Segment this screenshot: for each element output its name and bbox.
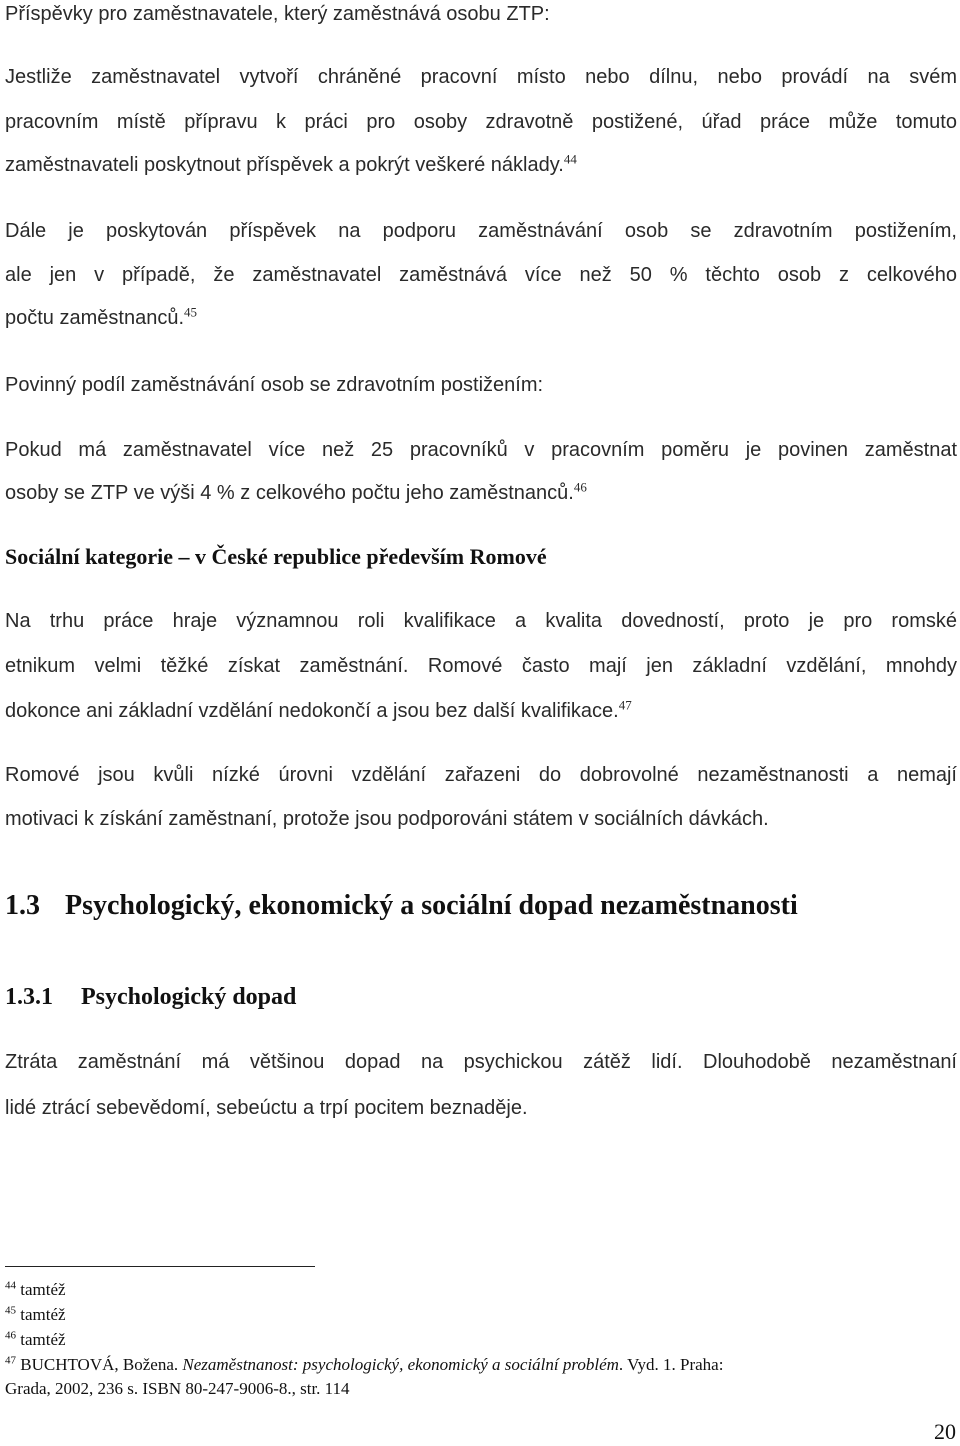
footnote-46 — [5, 1330, 66, 1350]
footnote-ref-47[interactable]: 47 — [618, 697, 632, 713]
footnote-ref-45[interactable]: 45 — [184, 304, 197, 320]
footnote-author: BUCHTOVÁ, Božena. — [20, 1355, 183, 1374]
paragraph-7-line-2: lidé ztrácí sebevědomí, sebeúctu a trpí pocitem beznaděje. — [5, 1097, 528, 1119]
paragraph-1-line-1: Jestliže zaměstnavatel vytvoří chráněné pracovní místo nebo dílnu, nebo provádí na svém — [5, 66, 957, 88]
footnote-47-line-2: Grada, 2002, 236 s. ISBN 80-247-9006-8., str. 114 — [5, 1379, 350, 1398]
footnote-44 — [5, 1280, 66, 1300]
paragraph-2-line-3 — [5, 306, 197, 330]
paragraph-1-line-3 — [5, 153, 577, 177]
intro-heading: Příspěvky pro zaměstnavatele, který zaměstnává osobu ZTP: — [5, 3, 550, 25]
footnote-text: tamtéž — [20, 1280, 66, 1299]
footnote-text: tamtéž — [20, 1330, 66, 1349]
section-title: Psychologický, ekonomický a sociální dopad nezaměstnanosti — [65, 890, 798, 921]
footnote-47 — [5, 1355, 723, 1375]
footnote-number: 45 — [5, 1304, 16, 1317]
footnote-number: 44 — [5, 1279, 16, 1292]
page-number: 20 — [934, 1419, 956, 1444]
paragraph-5-line-3 — [5, 699, 632, 723]
paragraph-5-text: dokonce ani základní vzdělání nedokončí a jsou bez další kvalifikace. — [5, 700, 619, 722]
paragraph-5-line-2: etnikum velmi těžké získat zaměstnání. Romové často mají jen základní vzdělání, mnohdy — [5, 655, 957, 677]
paragraph-2-line-1: Dále je poskytován příspěvek na podporu zaměstnávání osob se zdravotním postižením, — [5, 220, 957, 242]
section-heading-1-3-1 — [5, 983, 296, 1011]
paragraph-2-line-2: ale jen v případě, že zaměstnavatel zaměstnává více než 50 % těchto osob z celkového — [5, 264, 957, 286]
subsection-title: Psychologický dopad — [81, 984, 297, 1010]
paragraph-4-line-1: Pokud má zaměstnavatel více než 25 pracovníků v pracovním poměru je povinen zaměstnat — [5, 439, 957, 461]
section-number: 1.3 — [5, 890, 40, 921]
footnote-number: 46 — [5, 1329, 16, 1342]
social-category-heading: Sociální kategorie – v České republice především Romové — [5, 544, 547, 569]
paragraph-2-text: počtu zaměstnanců. — [5, 307, 184, 329]
paragraph-7-line-1: Ztráta zaměstnání má většinou dopad na psychickou zátěž lidí. Dlouhodobě nezaměstnaní — [5, 1051, 957, 1073]
paragraph-4-line-2 — [5, 481, 587, 505]
footnote-number: 47 — [5, 1354, 16, 1367]
paragraph-1-text: zaměstnavateli poskytnout příspěvek a pokrýt veškeré náklady. — [5, 154, 564, 176]
footnote-ref-44[interactable]: 44 — [563, 151, 577, 167]
paragraph-1-line-2: pracovním místě přípravu k práci pro osoby zdravotně postižené, úřad práce může tomuto — [5, 111, 957, 133]
footnote-separator — [5, 1266, 315, 1267]
footnote-book-title: Nezaměstnanost: psychologický, ekonomický a sociální problém — [182, 1355, 619, 1374]
paragraph-6-line-1: Romové jsou kvůli nízké úrovni vzdělání zařazeni do dobrovolné nezaměstnanosti a nemají — [5, 764, 957, 786]
mandatory-share-heading: Povinný podíl zaměstnávání osob se zdravotním postižením: — [5, 374, 544, 396]
subsection-number: 1.3.1 — [5, 984, 53, 1010]
paragraph-5-line-1: Na trhu práce hraje významnou roli kvalifikace a kvalita dovedností, proto je pro romské — [5, 610, 957, 632]
section-heading-1-3 — [5, 890, 798, 922]
footnote-ref-46[interactable]: 46 — [573, 479, 587, 495]
paragraph-6-line-2: motivaci k získání zaměstnaní, protože jsou podporováni státem v sociálních dávkách. — [5, 808, 769, 830]
footnote-publication: . Vyd. 1. Praha: — [618, 1355, 724, 1374]
footnote-text: tamtéž — [20, 1305, 66, 1324]
paragraph-4-text: osoby se ZTP ve výši 4 % z celkového počtu jeho zaměstnanců. — [5, 482, 574, 504]
footnote-45 — [5, 1305, 66, 1325]
